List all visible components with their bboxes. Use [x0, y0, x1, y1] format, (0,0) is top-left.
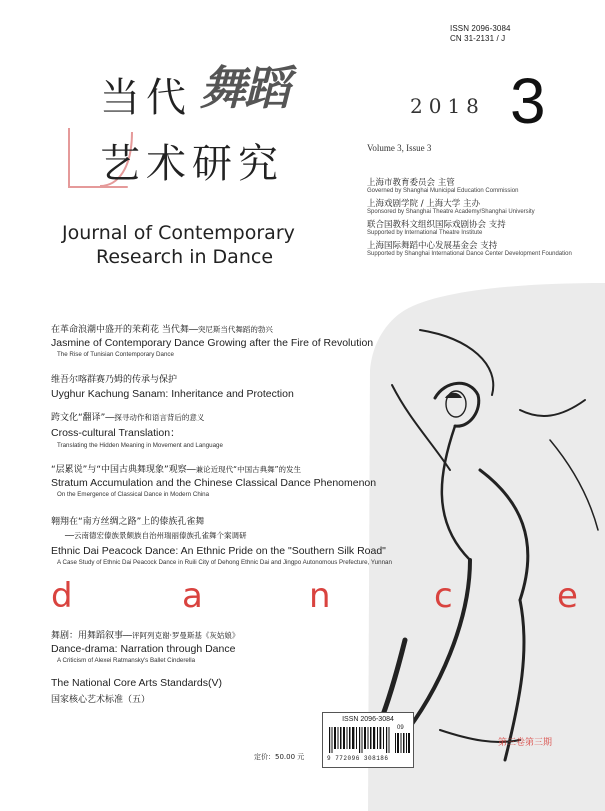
org-en: Sponsored by Shanghai Theatre Academy/Shanghai University [367, 209, 535, 215]
journal-title-en-line2: Research in Dance [96, 246, 274, 268]
barcode-digits: 9 772096 308186 [327, 755, 389, 762]
article-cn-sub: ──探寻动作和语言背后的意义 [105, 413, 205, 422]
issn-label: ISSN 2096-3084 [450, 24, 511, 33]
cn-label: CN 31-2131 / J [450, 34, 506, 43]
article-en: Dance-drama: Narration through Dance [51, 643, 236, 655]
year: 2018 [410, 94, 485, 118]
org-cn: 上海戏剧学院 / 上海大学 主办 [367, 199, 480, 209]
article-en: Uyghur Kachung Sanam: Inheritance and Protection [51, 388, 294, 400]
org-cn: 上海市教育委员会 主管 [367, 178, 455, 188]
dance-word [51, 576, 591, 616]
title-cn-contemporary: 当代 [100, 75, 192, 121]
barcode [322, 712, 414, 768]
article-en: Jasmine of Contemporary Dance Growing after the Fire of Revolution [51, 337, 374, 349]
article-7 [51, 677, 222, 705]
org-item [367, 176, 599, 194]
article-cn: 跨文化“翻译”──探寻动作和语言背后的意义 [51, 413, 205, 423]
title-decoration-vertical [68, 128, 70, 188]
article-cn: 舞剧：用舞蹈叙事──评阿列克谢·罗曼斯基《灰姑娘》 [51, 631, 240, 641]
barcode-addon-digits: 09 [397, 725, 404, 731]
title-calligraphy-dance: 舞蹈 [200, 61, 288, 115]
price-label: 定价：50.00 元 [254, 753, 305, 761]
article-cn-sub: ──兼论近现代“中国古典舞”的发生 [186, 465, 301, 474]
article-6 [51, 628, 239, 664]
article-cn: 翱翔在“南方丝绸之路”上的傣族孔雀舞 [51, 517, 205, 527]
barcode-addon-bars [395, 733, 411, 753]
org-cn: 上海国际舞蹈中心发展基金会 支持 [367, 241, 498, 251]
dance-letter-n: n [309, 576, 331, 616]
issue-cn-label: 第三卷第三期 [498, 738, 553, 748]
article-cn: “层累说”与“中国古典舞现象”观察──兼论近现代“中国古典舞”的发生 [51, 465, 301, 475]
dance-letter-c: c [434, 576, 453, 616]
article-5 [51, 514, 392, 566]
org-item [367, 218, 599, 236]
issue-number: 3 [510, 65, 546, 137]
barcode-issn: ISSN 2096-3084 [342, 716, 394, 723]
article-cn: 在革命浪潮中盛开的茉莉花 当代舞──突尼斯当代舞蹈的勃兴 [51, 325, 273, 335]
article-en: The National Core Arts Standards(V) [51, 677, 222, 689]
article-en: Ethnic Dai Peacock Dance: An Ethnic Pride on the "Southern Silk Road" [51, 545, 386, 557]
article-cn: 国家核心艺术标准（五） [51, 695, 151, 705]
title-cn-art-research: 艺术研究 [100, 141, 284, 187]
article-cn-sub: ──云南德宏傣族景颇族自治州瑞丽傣族孔雀舞个案调研 [65, 531, 247, 540]
article-en-sub: Translating the Hidden Meaning in Movement and Language [57, 442, 223, 449]
organizations [367, 176, 599, 257]
article-4 [51, 462, 376, 498]
org-cn: 联合国教科文组织国际戏剧协会 支持 [367, 220, 506, 230]
volume-issue: Volume 3, Issue 3 [367, 143, 432, 153]
dance-letter-d: d [51, 576, 73, 616]
article-en-sub: A Case Study of Ethnic Dai Peacock Dance in Ruili City of Dehong Ethnic Dai and Jingpo Autonomous Prefecture, Yunnan [57, 559, 392, 566]
article-en-sub: On the Emergence of Classical Dance in Modern China [57, 491, 210, 498]
article-cn-sub: ──评阿列克谢·罗曼斯基《灰姑娘》 [123, 631, 240, 640]
org-en: Supported by International Theatre Institute [367, 230, 483, 236]
article-cn: 维吾尔喀群赛乃姆的传承与保护 [51, 375, 178, 385]
article-en-sub: The Rise of Tunisian Contemporary Dance [57, 351, 174, 358]
article-en-sub: A Criticism of Alexei Ratmansky's Ballet Cinderella [57, 657, 196, 664]
dance-letter-a: a [182, 576, 203, 616]
article-1 [51, 322, 373, 358]
org-item [367, 197, 599, 215]
article-en: Stratum Accumulation and the Chinese Classical Dance Phenomenon [51, 477, 377, 489]
org-item [367, 239, 599, 257]
org-en: Governed by Shanghai Municipal Education Commission [367, 188, 519, 194]
org-en: Supported by Shanghai International Dance Center Development Foundation [367, 251, 572, 257]
article-3 [51, 410, 223, 449]
journal-title-en-line1: Journal of Contemporary [62, 222, 295, 244]
article-cn-sub: ──突尼斯当代舞蹈的勃兴 [188, 325, 273, 334]
barcode-bars [329, 727, 393, 753]
article-2 [51, 372, 294, 400]
article-en: Cross-cultural Translation： [51, 427, 181, 439]
dance-letter-e: e [557, 576, 578, 616]
